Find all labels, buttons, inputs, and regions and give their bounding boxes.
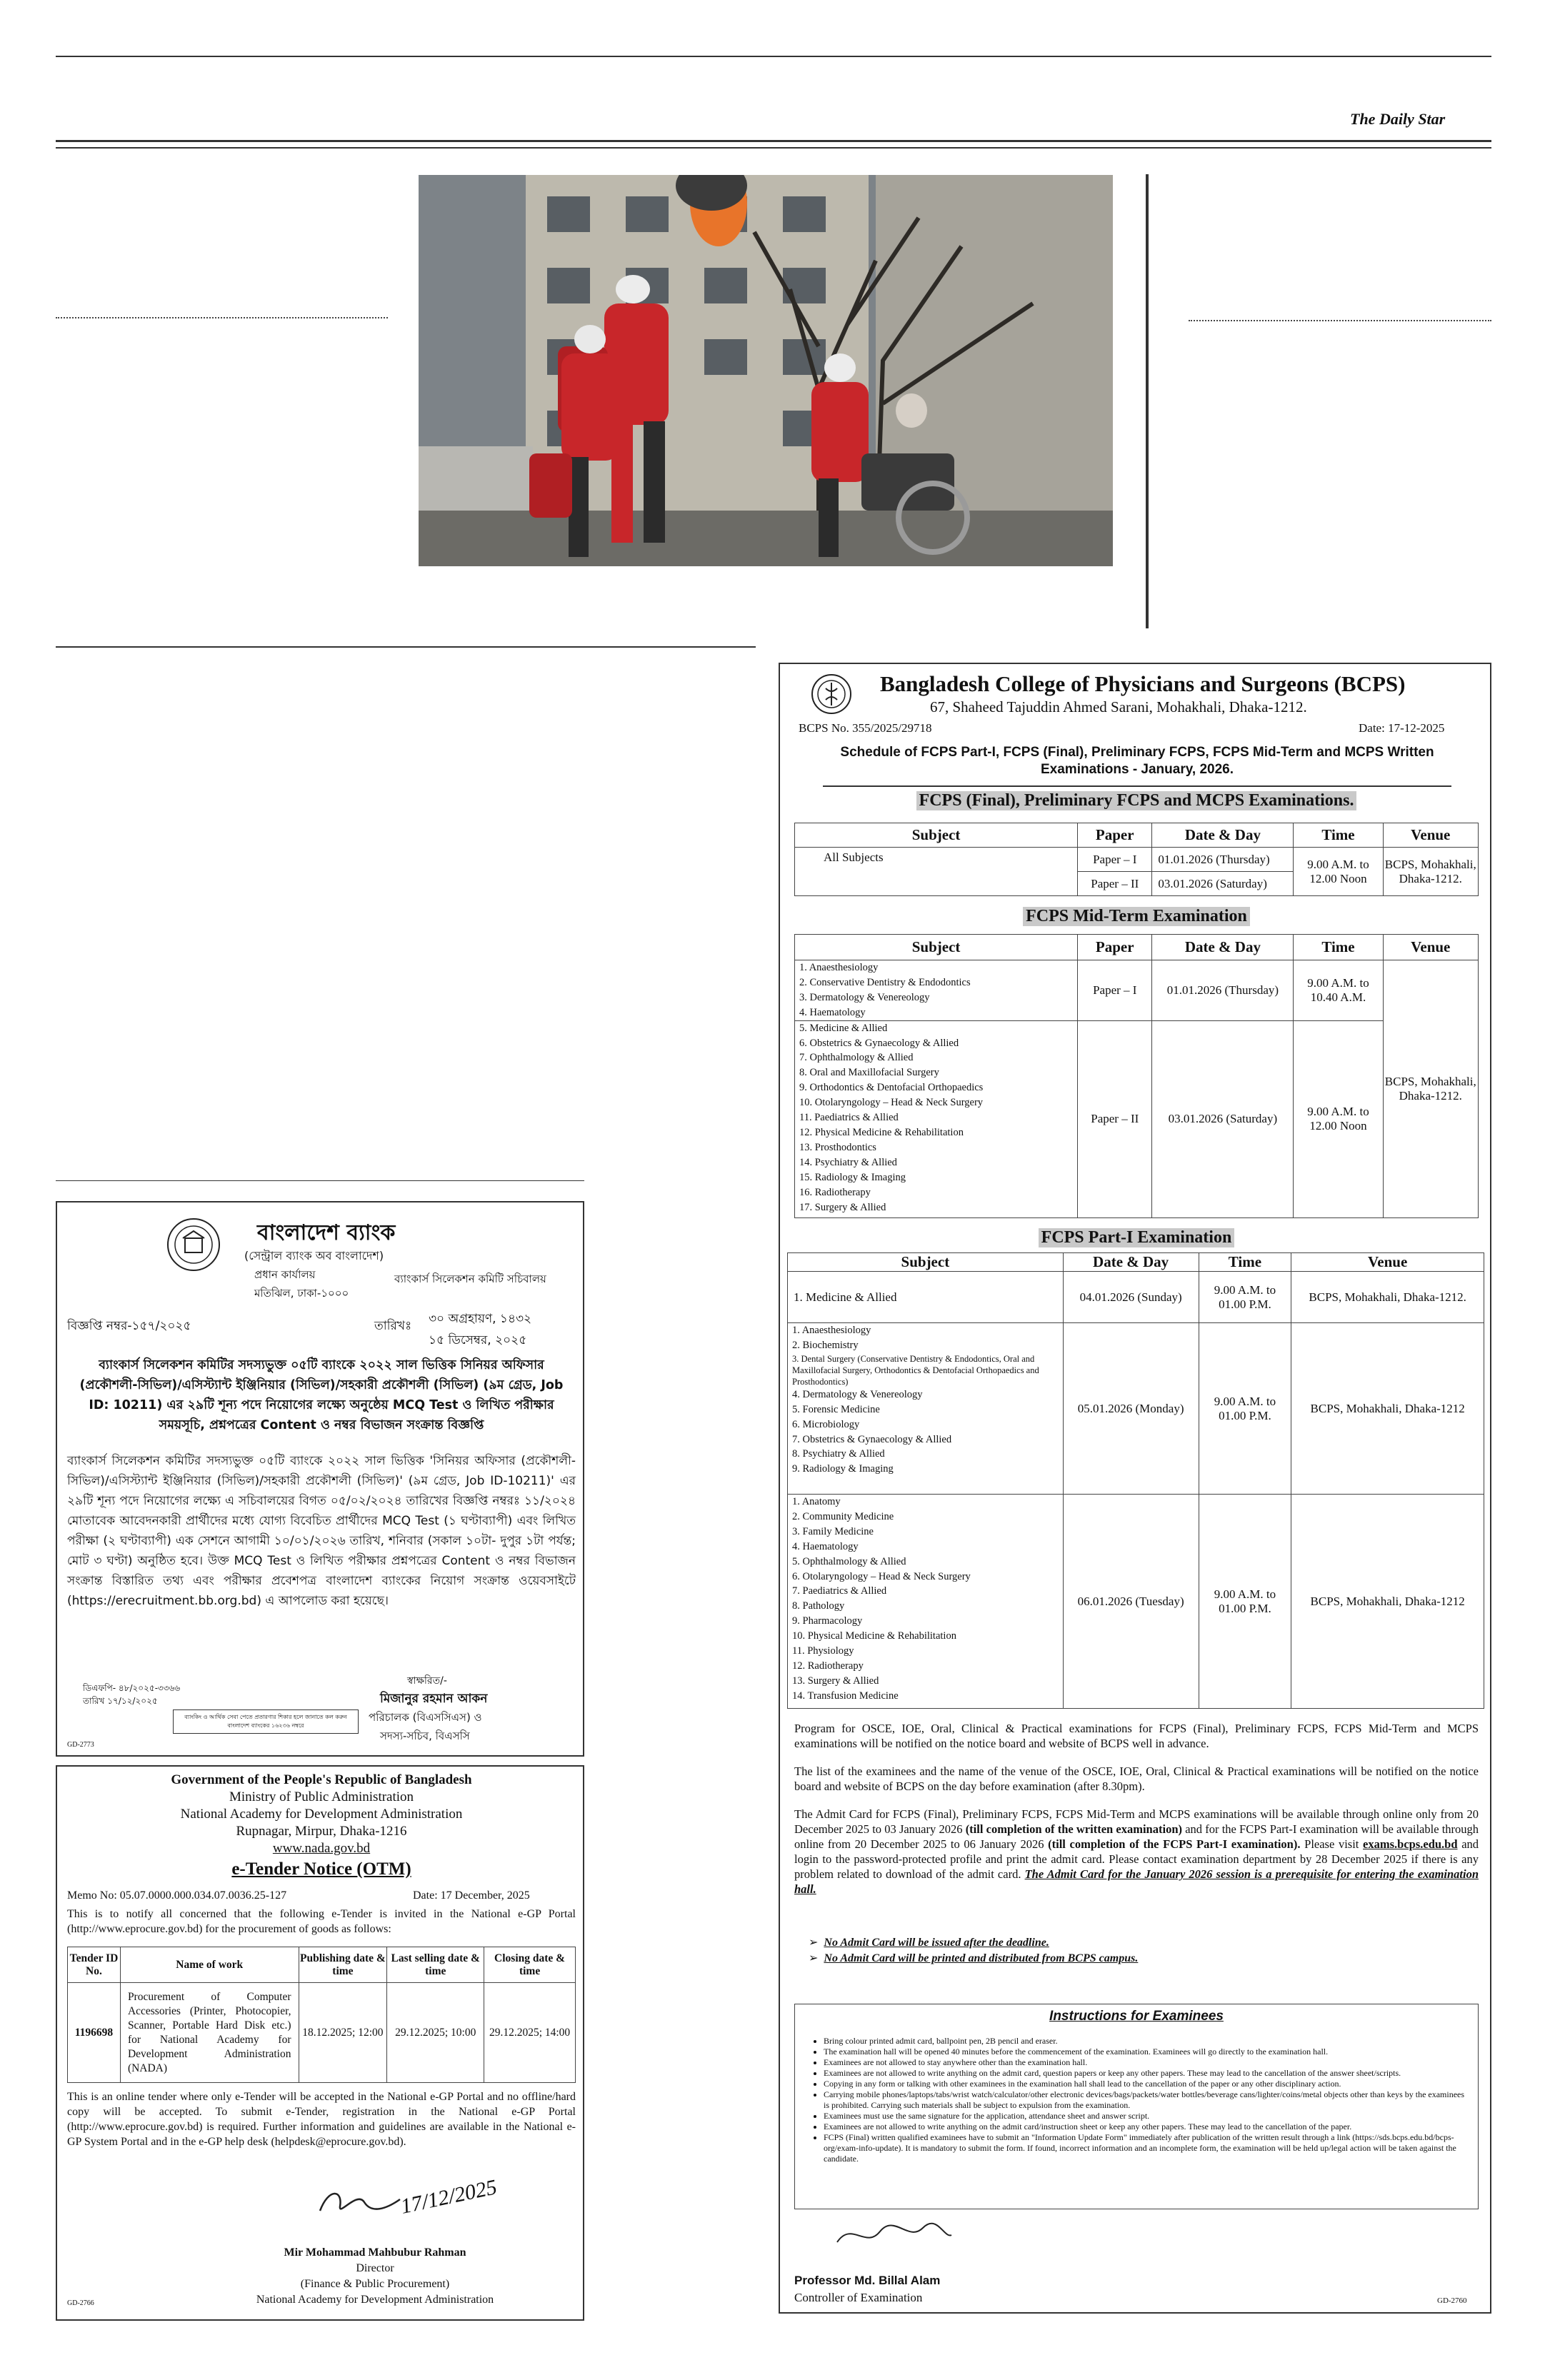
list-item: 10. Physical Medicine & Rehabilitation [792,1630,956,1642]
bb-subtitle: (সেন্ট্রাল ব্যাংক অব বাংলাদেশ) [244,1249,384,1262]
nada-academy: National Academy for Development Administration [180,1807,463,1822]
bcps-address: 67, Shaheed Tajuddin Ahmed Sarani, Mohakhali, Dhaka-1212. [930,698,1307,715]
nada-etender-notice [56,1765,584,2321]
midterm-table [794,934,1479,1218]
admit-text-4: (till completion of the FCPS Part-I examination). [1048,1837,1301,1851]
bcps-signer-name: Professor Md. Billal Alam [794,2274,941,2287]
list-item: 8. Pathology [792,1600,845,1612]
nada-website[interactable]: www.nada.gov.bd [272,1841,371,1856]
dotted-separator-left [56,317,388,318]
list-item: 5. Medicine & Allied [799,1022,888,1034]
bb-signer: মিজানুর রহমান আকন [380,1692,488,1706]
admit-text-7: The Admit Card for the January 2026 session is a prerequisite for entering the examination hall. [794,1867,1479,1896]
rescue-scene-illustration [419,175,1113,566]
instruction-item: • FCPS (Final) written qualified examinees have to submit an "Information Update Form" immediately after publication of the written result through a link (https://sds.bcps.edu.bd/bcps-org/exam-info-update). It is mandatory to submit the form. If found, incorrect information and an incomplete form, the examination will be held up/legal action will be taken against the candidate. [824,2132,1468,2164]
part1-col-venue: Venue [1291,1253,1484,1272]
final-table [794,823,1479,896]
midterm-time-2: 9.00 A.M. to 12.00 Noon [1294,1020,1383,1217]
list-item: 7. Ophthalmology & Allied [799,1052,914,1064]
bb-dfp-date: তারিখ ১৭/১২/২০২৫ [83,1696,158,1706]
bangladesh-bank-notice [56,1201,584,1757]
masthead-rule-2 [56,147,1491,149]
admit-card-paragraph [794,1807,1479,1897]
list-item: 1. Anaesthesiology [799,962,879,973]
part1-row2-date: 05.01.2026 (Monday) [1063,1323,1199,1495]
bb-date-label: তারিখঃ [374,1319,412,1333]
table-row [68,1983,576,2083]
bb-small-notice-box: ব্যাংকিং ও আর্থিক সেবা পেতে প্রতারণার শিকার হলে জানাতে কল করুন বাংলাদেশ ব্যাংকের ১৬২৩৬ নম্বরে [173,1709,359,1734]
nada-signer: Mir Mohammad Mahbubur Rahman [284,2246,466,2259]
column-divider [1146,174,1149,628]
list-item: 2. Conservative Dentistry & Endodontics [799,976,971,988]
list-item: 16. Radiotherapy [799,1186,871,1198]
final-col-venue: Venue [1383,823,1478,848]
nada-ministry: Ministry of Public Administration [229,1789,414,1804]
final-time: 9.00 A.M. to 12.00 Noon [1294,848,1383,896]
midterm-col-time: Time [1294,935,1383,960]
list-item: 6. Otolaryngology – Head & Neck Surgery [792,1570,971,1582]
midterm-group-1 [795,960,1078,1021]
bcps-signature-icon [830,2214,959,2256]
list-item: 9. Orthodontics & Dentofacial Orthopaedics [799,1082,984,1094]
col-publishing: Publishing date & time [299,1947,387,1983]
bcps-exam-notice [779,663,1491,2314]
part1-row1-subject: 1. Medicine & Allied [788,1272,1064,1323]
list-item: 2. Biochemistry [792,1339,859,1351]
bullet-2-text: No Admit Card will be printed and distributed from BCPS campus. [824,1952,1139,1964]
dotted-separator-right [1189,320,1491,321]
top-rule [56,56,1491,57]
list-item: 9. Radiology & Imaging [792,1463,894,1475]
instruction-item: • Bring colour printed admit card, ballpoint pen, 2B pencil and eraser. [824,2036,1468,2047]
part1-col-time: Time [1199,1253,1291,1272]
list-item: 4. Haematology [799,1006,866,1018]
bb-signer-title-1: পরিচালক (বিএসসিএস) ও [369,1711,482,1724]
title-underline [823,785,1451,787]
part1-heading-wrap [780,1228,1493,1247]
nada-address: Rupnagar, Mirpur, Dhaka-1216 [236,1824,407,1839]
instructions-title: Instructions for Examinees [1049,2009,1224,2024]
deadline-bullet [809,1935,1049,1949]
instruction-item: • Copying in any form or talking with other examinees in the examination hall shall lead to the cancellation of the paper or any other disciplinary action. [824,2079,1468,2089]
bb-name: বাংলাদেশ ব্যাংক [257,1220,396,1245]
part1-row1-date: 04.01.2026 (Sunday) [1063,1272,1199,1323]
list-item: 8. Oral and Maxillofacial Surgery [799,1067,939,1079]
nada-gd: GD-2766 [67,2299,94,2307]
instruction-item: • Examinees must use the same signature for the application, attendance sheet and answer script. [824,2111,1468,2122]
midterm-time-1: 9.00 A.M. to 10.40 A.M. [1294,960,1383,1021]
final-col-date: Date & Day [1152,823,1294,848]
arrow-bullet-icon: ➢ [809,1937,819,1949]
final-col-paper: Paper [1078,823,1152,848]
nada-notice-title: e-Tender Notice (OTM) [231,1859,411,1879]
list-item: 17. Surgery & Allied [799,1201,886,1213]
bullet-1-text: No Admit Card will be issued after the deadline. [824,1937,1049,1949]
part1-col-date: Date & Day [1063,1253,1199,1272]
list-item: 14. Psychiatry & Allied [799,1156,897,1168]
admit-text-5: Please visit [1304,1837,1359,1851]
list-item: 3. Dermatology & Venereology [799,991,930,1003]
tender-id: 1196698 [68,1983,121,2083]
part1-row2-subjects [788,1323,1064,1495]
midterm-col-subject: Subject [795,935,1078,960]
list-item: 6. Obstetrics & Gynaecology & Allied [799,1037,959,1049]
midterm-paper-2: Paper – II [1078,1020,1152,1217]
name-of-work: Procurement of Computer Accessories (Printer, Photocopier, Scanner, Portable Hard Disk etc.) for National Academy for Development Administration (NADA) [120,1983,299,2083]
final-heading-wrap [780,791,1493,810]
bb-secretariat: ব্যাংকার্স সিলেকশন কমিটি সচিবালয় [394,1272,546,1285]
list-item: 14. Transfusion Medicine [792,1689,899,1702]
final-date-1: 01.01.2026 (Thursday) [1152,848,1294,872]
list-item: 1. Anatomy [792,1496,841,1507]
part1-row3-date: 06.01.2026 (Tuesday) [1063,1495,1199,1709]
final-heading: FCPS (Final), Preliminary FCPS and MCPS Examinations. [916,791,1357,810]
bb-office: প্রধান কার্যালয় [254,1268,316,1281]
part1-row2-venue: BCPS, Mohakhali, Dhaka-1212 [1291,1323,1484,1495]
list-item: 11. Physiology [792,1645,854,1657]
instruction-item: • Examinees are not allowed to stay anywhere other than the examination hall. [824,2057,1468,2068]
midterm-paper-1: Paper – I [1078,960,1152,1021]
news-photo-rescuers [419,175,1113,566]
list-item: 5. Forensic Medicine [792,1403,880,1415]
instructions-box [794,2004,1479,2209]
midterm-col-venue: Venue [1383,935,1478,960]
part1-col-subject: Subject [788,1253,1064,1272]
col-name-of-work: Name of work [120,1947,299,1983]
part1-table [787,1252,1484,1709]
bcps-schedule-title: Schedule of FCPS Part-I, FCPS (Final), Preliminary FCPS, FCPS Mid-Term and MCPS Written Examinations - January, 2026. [840,745,1434,777]
col-last-selling: Last selling date & time [387,1947,484,1983]
bcps-gd: GD-2760 [1437,2296,1467,2305]
bcps-logo-icon [810,673,853,715]
list-item: 3. Dental Surgery (Conservative Dentistry & Endodontics, Oral and Maxillofacial Surgery, Orthodontics & Dentofacial Orthopaedics and Prosthodontics) [792,1353,1039,1387]
col-tender-id: Tender ID No. [68,1947,121,1983]
midterm-date-1: 01.01.2026 (Thursday) [1152,960,1294,1021]
list-item: 8. Psychiatry & Allied [792,1448,885,1460]
admit-text-2: (till completion of the written examination) [965,1822,1182,1836]
list-item: 13. Prosthodontics [799,1141,876,1153]
instruction-item: • The examination hall will be opened 40 minutes before the commencement of the examination. Examinees will go directly to the examination hall. [824,2047,1468,2057]
list-item: 12. Physical Medicine & Rehabilitation [799,1126,964,1138]
midterm-col-paper: Paper [1078,935,1152,960]
list-item: 3. Family Medicine [792,1525,874,1537]
bcps-org-name: Bangladesh College of Physicians and Surgeons (BCPS) [880,671,1406,696]
final-venue: BCPS, Mohakhali, Dhaka-1212. [1383,848,1478,896]
bb-location: মতিঝিল, ঢাকা-১০০০ [254,1287,349,1300]
publishing-date: 18.12.2025; 12:00 [299,1983,387,2083]
part1-row1-time: 9.00 A.M. to 01.00 P.M. [1199,1272,1291,1323]
bangladesh-bank-logo-icon [166,1217,221,1272]
instruction-item: • Carrying mobile phones/laptops/tabs/wrist watch/calculator/other electronic devices/bags/packets/water bottles/beverage cans/lighter/coins/metal objects other than keys by the examinees is prohibited. Carrying such materials shall be subject to expulsion from the examination. [824,2089,1468,2111]
midterm-group-2 [795,1020,1078,1217]
final-col-subject: Subject [795,823,1078,848]
midterm-heading: FCPS Mid-Term Examination [1023,907,1250,926]
final-paper-2: Paper – II [1078,872,1152,896]
final-date-2: 03.01.2026 (Saturday) [1152,872,1294,896]
part1-row1-venue: BCPS, Mohakhali, Dhaka-1212. [1291,1272,1484,1323]
final-paper-1: Paper – I [1078,848,1152,872]
admit-text-3: and for the FCPS Part-I examination will be available through online from 20 December 2025 to 06 January 2026 [794,1822,1479,1851]
exam-portal-link[interactable]: exams.bcps.edu.bd [1363,1837,1458,1851]
part1-row3-venue: BCPS, Mohakhali, Dhaka-1212 [1291,1495,1484,1709]
list-item: 15. Radiology & Imaging [799,1171,906,1183]
instruction-item: • Examinees are not allowed to write anything on the admit card/instruction sheet or keep any other papers. These may lead to the cancellation of the paper. [824,2122,1468,2132]
examinees-list-paragraph: The list of the examinees and the name of the venue of the OSCE, IOE, Oral, Clinical & Practical examinations will be notified on the notice board and website of BCPS on the day before examination (after 8.30pm). [794,1764,1479,1793]
list-item: 7. Obstetrics & Gynaecology & Allied [792,1433,952,1445]
midterm-date-2: 03.01.2026 (Saturday) [1152,1020,1294,1217]
bcps-ref-no: BCPS No. 355/2025/29718 [799,721,932,735]
list-item: 4. Dermatology & Venereology [792,1388,923,1400]
nada-title-2: (Finance & Public Procurement) [300,2278,450,2290]
nada-gov: Government of the People's Republic of Bangladesh [171,1772,472,1787]
bb-gd: GD-2773 [67,1741,94,1749]
part1-heading: FCPS Part-I Examination [1039,1228,1235,1247]
tender-table [67,1947,576,2083]
bb-dfp: ডিএফপি- ৪৮/২০২৫-৩৩৬৬ [83,1683,181,1693]
instruction-item: • Examinees are not allowed to write anything on the admit card, question papers or keep any other papers. These may lead to the cancellation of the answer sheet/scripts. [824,2068,1468,2079]
list-item: 7. Paediatrics & Allied [792,1585,887,1597]
list-item: 4. Haematology [792,1540,859,1552]
final-subject: All Subjects [795,848,1078,896]
bb-headline: ব্যাংকার্স সিলেকশন কমিটির সদস্যভুক্ত ০৫টি ব্যাংকে ২০২২ সাল ভিত্তিক সিনিয়র অফিসার (প্রকৌশলী-সিভিল)/এসিস্ট্যান্ট ইঞ্জিনিয়ার (সিভিল)/সহকারী প্রকৌশলী (সিভিল) (৯ম গ্রেড, Job ID: 10211) এর ২৯টি শূন্য পদে নিয়োগের লক্ষ্যে অনুষ্ঠেয় MCQ Test ও লিখিত পরীক্ষার সময়সূচি, প্রশ্নপত্রের Content ও নম্বর বিভাজন সংক্রান্ত বিজ্ঞপ্তি [79,1358,564,1432]
bb-date-1: ৩০ অগ্রহায়ণ, ১৪৩২ [429,1312,532,1326]
part1-row3-subjects [788,1495,1064,1709]
section-rule [56,646,756,648]
program-paragraph: Program for OSCE, IOE, Oral, Clinical & Practical examinations for FCPS (Final), Preliminary FCPS, FCPS Mid-Term and MCPS examinations will be notified on the notice board and website of BCPS well in advance. [794,1722,1479,1750]
list-item: 11. Paediatrics & Allied [799,1112,899,1124]
list-item: 10. Otolaryngology – Head & Neck Surgery [799,1097,984,1109]
masthead-rule-1 [56,140,1491,142]
admit-text-6: and login to the password-protected profile and print the admit card. Please contact examination department by 28 December 2025 if there is any problem related to download of the admit card. [794,1837,1479,1881]
list-item: 12. Radiotherapy [792,1660,864,1672]
midterm-heading-wrap [780,907,1493,926]
nada-signature-date: 17/12/2025 [398,2175,499,2219]
closing-date: 29.12.2025; 14:00 [484,1983,576,2083]
bb-signer-title-2: সদস্য-সচিব, বিএসসি [380,1729,470,1742]
arrow-bullet-icon: ➢ [809,1952,819,1964]
bb-signed: স্বাক্ষরিত/- [407,1675,447,1687]
bb-notice-no: বিজ্ঞপ্তি নম্বর-১৫৭/২০২৫ [67,1319,191,1333]
nada-date: Date: 17 December, 2025 [413,1889,530,1902]
midterm-col-date: Date & Day [1152,935,1294,960]
bcps-date: Date: 17-12-2025 [1359,721,1445,735]
admit-text-1: The Admit Card for FCPS (Final), Preliminary FCPS, FCPS Mid-Term and MCPS examinations will be available through online only from 20 December 2025 to 03 January 2026 [794,1807,1479,1836]
nada-intro: This is to notify all concerned that the following e-Tender is invited in the National e-GP Portal (http://www.eprocure.gov.bd) for the procurement of goods as follows: [67,1908,576,1935]
nada-memo: Memo No: 05.07.0000.000.034.07.0036.25-127 [67,1889,287,1902]
bb-body: ব্যাংকার্স সিলেকশন কমিটির সদস্যভুক্ত ০৫টি ব্যাংকে ২০২২ সাল ভিত্তিক 'সিনিয়র অফিসার (প্রকৌশলী-সিভিল)/এসিস্ট্যান্ট ইঞ্জিনিয়ার (সিভিল)/সহকারী প্রকৌশলী (সিভিল)' (৯ম গ্রেড, Job ID-10211)' এর ২৯টি শূন্য পদে নিয়োগের লক্ষ্যে এ সচিবালয়ের বিগত ০৫/০২/২০২৪ তারিখের বিজ্ঞপ্তি নম্বরঃ ১১/২০২৪ মোতাবেক আবেদনকারী প্রার্থীদের মধ্যে যোগ্য বিবেচিত প্রার্থীদের MCQ Test (১ ঘণ্টাব্যাপী) এবং লিখিত পরীক্ষা (২ ঘণ্টাব্যাপী) এক সেশনে আগামী ১০/০১/২০২৬ তারিখ, শনিবার (সকাল ১০টা- দুপুর ১টা পর্যন্ত; মোট ৩ ঘণ্টা) অনুষ্ঠিত হবে। উক্ত MCQ Test ও লিখিত পরীক্ষার প্রশ্নপত্রের Content ও নম্বর বিভাজন সংক্রান্ত বিস্তারিত তথ্য এবং পরীক্ষার প্রবেশপত্র বাংলাদেশ ব্যাংকের নিয়োগ সংক্রান্ত ওয়েবসাইটে (https://erecruitment.bb.org.bd) এ আপলোড করা হয়েছে। [67,1454,576,1608]
final-col-time: Time [1294,823,1383,848]
col-closing: Closing date & time [484,1947,576,1983]
list-item: 6. Microbiology [792,1418,860,1430]
midterm-venue: BCPS, Mohakhali, Dhaka-1212. [1383,960,1478,1218]
list-item: 13. Surgery & Allied [792,1674,879,1687]
masthead: The Daily Star [1350,110,1446,128]
bb-date-2: ১৫ ডিসেম্বর, ২০২৫ [429,1333,527,1347]
list-item: 9. Pharmacology [792,1615,863,1627]
section-rule-left-lower [56,1180,584,1181]
bcps-signer-title: Controller of Examination [794,2291,923,2304]
list-item: 1. Anaesthesiology [792,1325,871,1336]
nada-title-3: National Academy for Development Administration [256,2294,494,2306]
nada-title-1: Director [356,2262,394,2274]
nada-outro: This is an online tender where only e-Tender will be accepted in the National e-GP Portal and no offline/hard copy will be accepted. To submit e-Tender, registration in the National e-GP Portal (http://www.eprocure.gov.bd) is required. Further information and guidelines are available in the National e-GP System Portal and in the e-GP help desk (helpdesk@eprocure.gov.bd). [67,2091,576,2148]
part1-row2-time: 9.00 A.M. to 01.00 P.M. [1199,1323,1291,1495]
last-selling-date: 29.12.2025; 10:00 [387,1983,484,2083]
list-item: 2. Community Medicine [792,1510,894,1522]
campus-bullet [809,1951,1138,1965]
part1-row3-time: 9.00 A.M. to 01.00 P.M. [1199,1495,1291,1709]
list-item: 5. Ophthalmology & Allied [792,1555,906,1567]
